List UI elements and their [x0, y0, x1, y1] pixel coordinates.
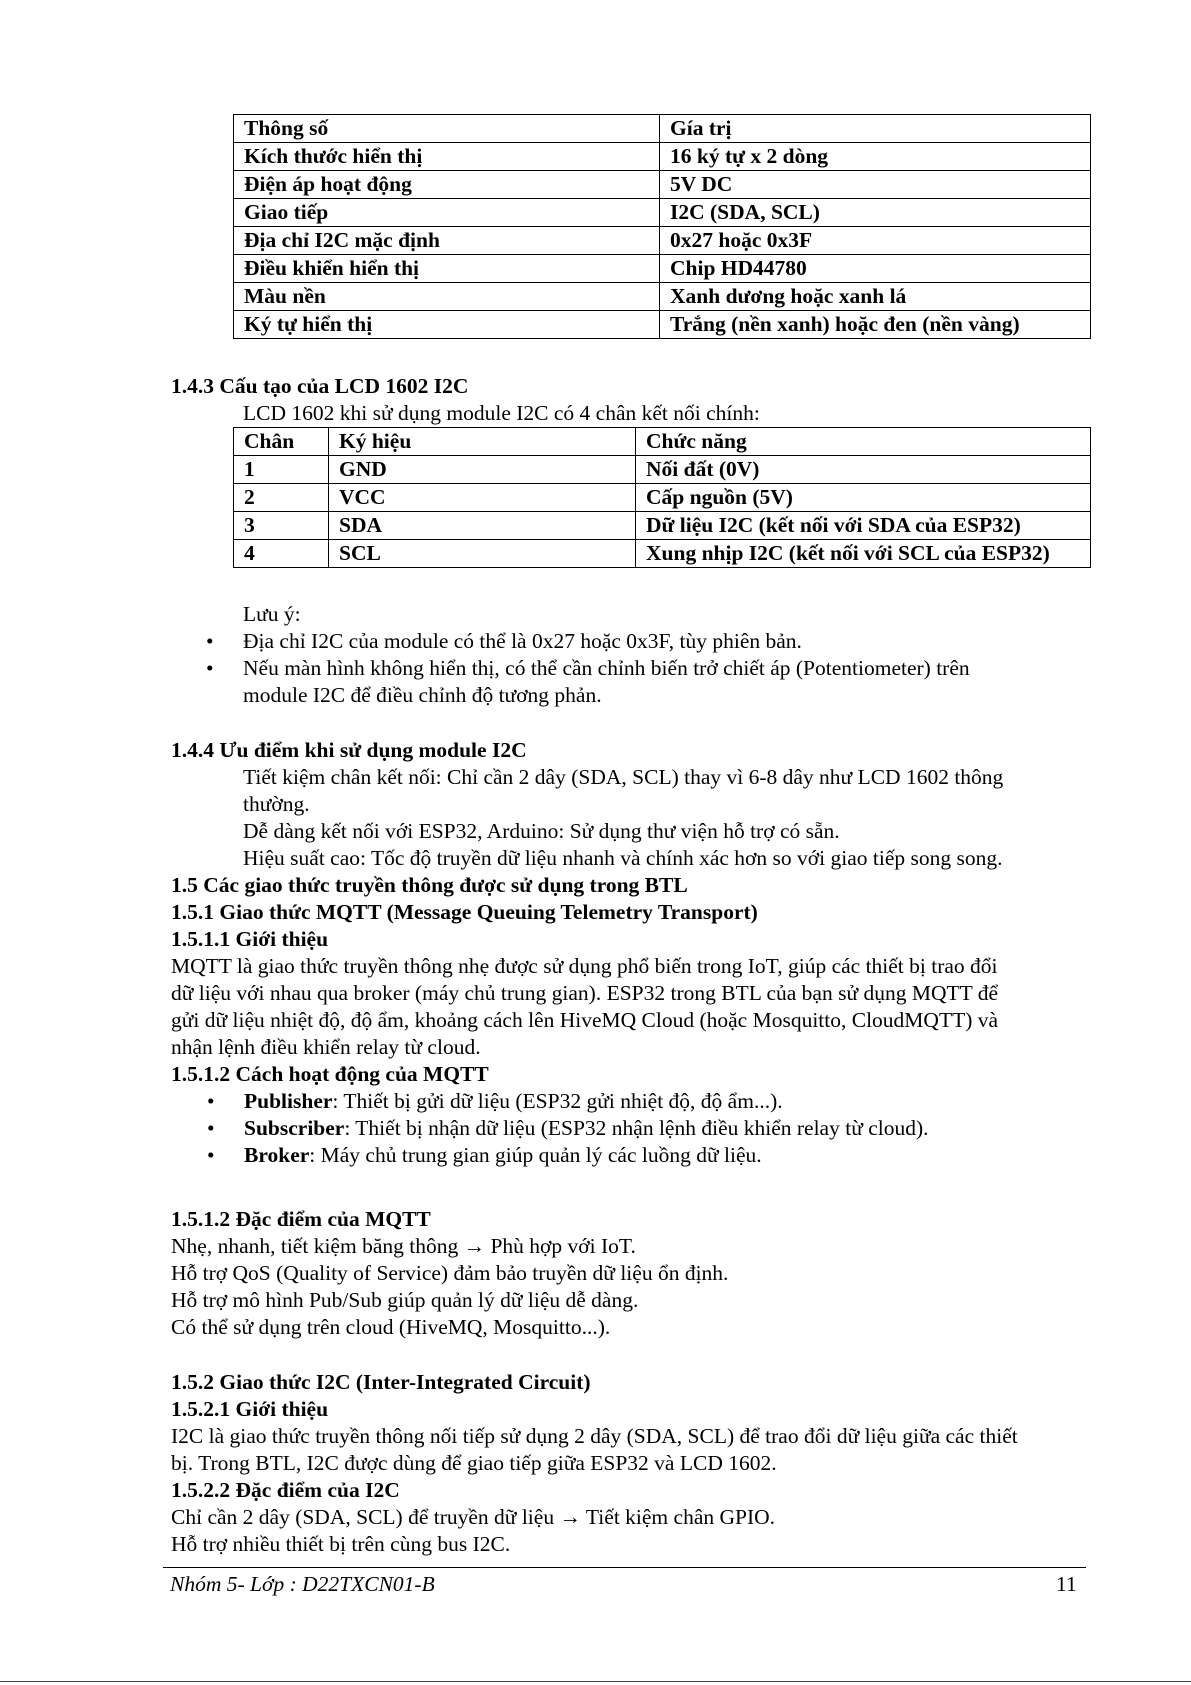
- paragraph: Hỗ trợ QoS (Quality of Service) đảm bảo truyền dữ liệu ổn định.: [171, 1261, 729, 1285]
- list-item-term: Subscriber: [244, 1116, 345, 1140]
- table-cell: Xung nhịp I2C (kết nối với SCL của ESP32): [636, 540, 1091, 568]
- section-heading-1-5-1-1: 1.5.1.1 Giới thiệu: [171, 927, 329, 951]
- table-row: [234, 311, 1091, 339]
- table-row: [234, 143, 1091, 171]
- table-header-cell: Chức năng: [636, 428, 1091, 456]
- list-item-text-continued: module I2C để điều chỉnh độ tương phản.: [243, 683, 602, 707]
- paragraph: Hỗ trợ nhiều thiết bị trên cùng bus I2C.: [171, 1532, 511, 1556]
- list-item-term: Publisher: [244, 1089, 333, 1113]
- section-heading-1-5-2-2: 1.5.2.2 Đặc điểm của I2C: [171, 1478, 400, 1502]
- section-heading-1-5: 1.5 Các giao thức truyền thông được sử dụng trong BTL: [171, 873, 688, 897]
- table-cell: 0x27 hoặc 0x3F: [660, 227, 1091, 255]
- paragraph: Có thể sử dụng trên cloud (HiveMQ, Mosquitto...).: [171, 1315, 611, 1339]
- table-row: [234, 255, 1091, 283]
- paragraph: Hỗ trợ mô hình Pub/Sub giúp quản lý dữ liệu dễ dàng.: [171, 1288, 639, 1312]
- table-cell: 16 ký tự x 2 dòng: [660, 143, 1091, 171]
- table-cell: Xanh dương hoặc xanh lá: [660, 283, 1091, 311]
- list-item-text: : Máy chủ trung gian giúp quản lý các luồng dữ liệu.: [309, 1143, 762, 1167]
- section-heading-1-5-1-2-features: 1.5.1.2 Đặc điểm của MQTT: [171, 1207, 431, 1231]
- table-cell: Trắng (nền xanh) hoặc đen (nền vàng): [660, 311, 1091, 339]
- paragraph: MQTT là giao thức truyền thông nhẹ được sử dụng phổ biến trong IoT, giúp các thiết bị trao đổi: [171, 954, 998, 978]
- section-heading-1-5-2: 1.5.2 Giao thức I2C (Inter-Integrated Circuit): [171, 1370, 591, 1394]
- list-item-term: Broker: [244, 1143, 310, 1167]
- table-cell: Màu nền: [234, 283, 660, 311]
- list-item-text: : Thiết bị nhận dữ liệu (ESP32 nhận lệnh điều khiển relay từ cloud).: [344, 1116, 929, 1140]
- paragraph: bị. Trong BTL, I2C được dùng để giao tiếp giữa ESP32 và LCD 1602.: [171, 1451, 777, 1475]
- table-cell: Giao tiếp: [234, 199, 660, 227]
- table-cell: Điều khiển hiển thị: [234, 255, 660, 283]
- table-cell: 2: [234, 484, 329, 512]
- page-bottom-edge: [0, 1681, 1191, 1682]
- bullet-icon: •: [206, 629, 214, 653]
- lcd-pin-table: [233, 427, 1091, 568]
- bullet-icon: •: [207, 1116, 215, 1140]
- table-cell: Kích thước hiển thị: [234, 143, 660, 171]
- table-row: [234, 227, 1091, 255]
- paragraph: gửi dữ liệu nhiệt độ, độ ẩm, khoảng cách lên HiveMQ Cloud (hoặc Mosquitto, CloudMQTT) và: [171, 1008, 999, 1032]
- paragraph: Tiết kiệm chân kết nối: Chỉ cần 2 dây (SDA, SCL) thay vì 6-8 dây như LCD 1602 thông: [243, 765, 1004, 789]
- bullet-icon: •: [207, 1089, 215, 1113]
- section-heading-1-4-3: 1.4.3 Cấu tạo của LCD 1602 I2C: [171, 374, 469, 398]
- table-cell: GND: [329, 456, 636, 484]
- table-row: [234, 171, 1091, 199]
- lcd-spec-table: [233, 114, 1091, 339]
- table-header-cell: Gía trị: [660, 115, 1091, 143]
- table-cell: I2C (SDA, SCL): [660, 199, 1091, 227]
- paragraph: dữ liệu với nhau qua broker (máy chủ trung gian). ESP32 trong BTL của bạn sử dụng MQTT để: [171, 981, 999, 1005]
- section-heading-1-4-4: 1.4.4 Ưu điểm khi sử dụng module I2C: [171, 738, 527, 762]
- page-number: 11: [1056, 1572, 1077, 1596]
- table-header-cell: Thông số: [234, 115, 660, 143]
- table-cell: VCC: [329, 484, 636, 512]
- table-cell: Địa chỉ I2C mặc định: [234, 227, 660, 255]
- footer-divider: [163, 1567, 1086, 1568]
- table-cell: 1: [234, 456, 329, 484]
- paragraph: Dễ dàng kết nối với ESP32, Arduino: Sử dụng thư viện hỗ trợ có sẵn.: [243, 819, 840, 843]
- section-heading-1-5-1: 1.5.1 Giao thức MQTT (Message Queuing Telemetry Transport): [171, 900, 758, 924]
- paragraph: nhận lệnh điều khiển relay từ cloud.: [171, 1035, 481, 1059]
- section-heading-1-5-1-2: 1.5.1.2 Cách hoạt động của MQTT: [171, 1062, 489, 1086]
- table-header-row: [234, 428, 1091, 456]
- list-item-text: : Thiết bị gửi dữ liệu (ESP32 gửi nhiệt độ, độ ẩm...).: [332, 1089, 783, 1113]
- paragraph: Nhẹ, nhanh, tiết kiệm băng thông → Phù hợp với IoT.: [171, 1234, 636, 1258]
- section-heading-1-5-2-1: 1.5.2.1 Giới thiệu: [171, 1397, 329, 1421]
- table-cell: Điện áp hoạt động: [234, 171, 660, 199]
- paragraph: Hiệu suất cao: Tốc độ truyền dữ liệu nhanh và chính xác hơn so với giao tiếp song song.: [243, 846, 1003, 870]
- footer-group-class: Nhóm 5- Lớp : D22TXCN01-B: [170, 1572, 435, 1596]
- list-item-text: Địa chỉ I2C của module có thể là 0x27 hoặc 0x3F, tùy phiên bản.: [243, 629, 802, 653]
- table-cell: Cấp nguồn (5V): [636, 484, 1091, 512]
- bullet-icon: •: [206, 656, 214, 680]
- table-header-cell: Chân: [234, 428, 329, 456]
- table-row: [234, 484, 1091, 512]
- table-header-cell: Ký hiệu: [329, 428, 636, 456]
- table-row: [234, 540, 1091, 568]
- table-header-row: [234, 115, 1091, 143]
- table-cell: Chip HD44780: [660, 255, 1091, 283]
- table-row: [234, 199, 1091, 227]
- paragraph: Chỉ cần 2 dây (SDA, SCL) để truyền dữ liệu → Tiết kiệm chân GPIO.: [171, 1505, 776, 1529]
- table-cell: 4: [234, 540, 329, 568]
- table-cell: SDA: [329, 512, 636, 540]
- table-cell: 3: [234, 512, 329, 540]
- paragraph: thường.: [243, 792, 310, 816]
- table-cell: Nối đất (0V): [636, 456, 1091, 484]
- table-cell: Ký tự hiển thị: [234, 311, 660, 339]
- note-label: Lưu ý:: [243, 602, 301, 626]
- list-item-text: Nếu màn hình không hiển thị, có thể cần chỉnh biến trở chiết áp (Potentiometer) trên: [243, 656, 970, 680]
- paragraph: LCD 1602 khi sử dụng module I2C có 4 chân kết nối chính:: [243, 401, 760, 425]
- table-cell: 5V DC: [660, 171, 1091, 199]
- bullet-icon: •: [207, 1143, 215, 1167]
- table-cell: SCL: [329, 540, 636, 568]
- table-row: [234, 512, 1091, 540]
- table-row: [234, 283, 1091, 311]
- table-cell: Dữ liệu I2C (kết nối với SDA của ESP32): [636, 512, 1091, 540]
- paragraph: I2C là giao thức truyền thông nối tiếp sử dụng 2 dây (SDA, SCL) để trao đổi dữ liệu giữa các thiết: [171, 1424, 1018, 1448]
- table-row: [234, 456, 1091, 484]
